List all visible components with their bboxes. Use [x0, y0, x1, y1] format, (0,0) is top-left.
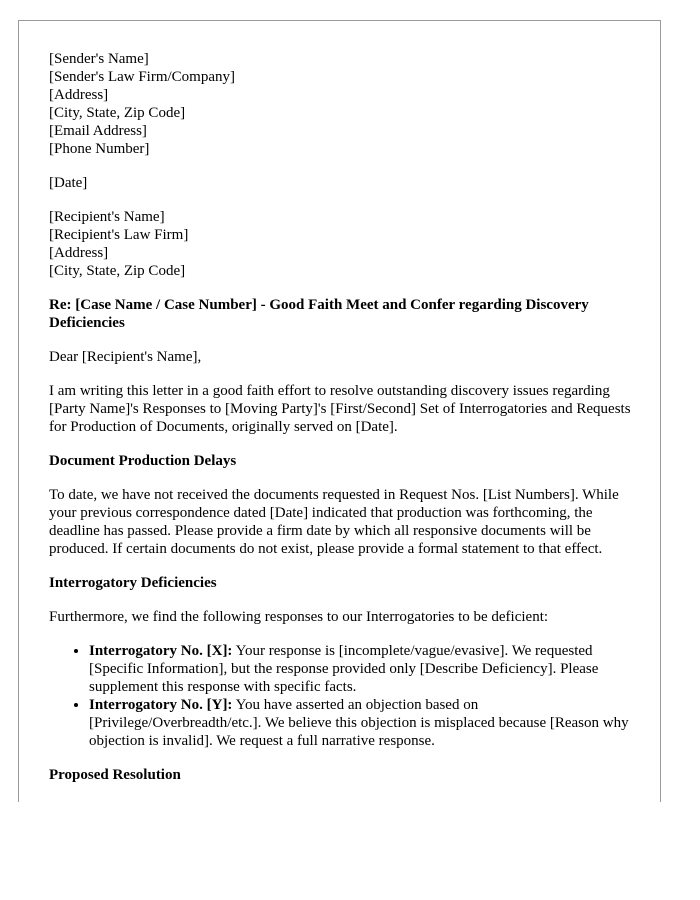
recipient-city-state-zip: [City, State, Zip Code] — [49, 263, 186, 279]
interrogatory-deficiencies-paragraph: Furthermore, we find the following responses to our Interrogatories to be deficient: — [49, 609, 549, 625]
letter-date: [Date] — [49, 175, 88, 191]
recipient-firm: [Recipient's Law Firm] — [49, 227, 189, 243]
intro-paragraph: I am writing this letter in a good faith effort to resolve outstanding discovery issues regarding [Party Name]'s Responses to [Moving Party]'s [First/Second] Set of Interrogatories and Requests for Production of Documents, originally served on [Date]. — [49, 383, 631, 435]
sender-block — [49, 50, 639, 158]
recipient-name: [Recipient's Name] — [49, 209, 165, 225]
recipient-block — [49, 208, 639, 280]
list-item — [89, 696, 639, 750]
sender-address: [Address] — [49, 87, 109, 103]
deficiency-label: Interrogatory No. [X]: — [89, 643, 233, 659]
sender-city-state-zip: [City, State, Zip Code] — [49, 105, 186, 121]
recipient-address: [Address] — [49, 245, 109, 261]
list-item — [89, 642, 639, 696]
sender-name: [Sender's Name] — [49, 51, 149, 67]
document-delays-paragraph: To date, we have not received the documents requested in Request Nos. [List Numbers]. While your previous correspondence dated [Date] indicated that production was forthcoming, the deadline has passed. Please provide a firm date by which all responsive documents will be produced. If certain documents do not exist, please provide a formal statement to that effect. — [49, 487, 619, 557]
deficiency-text: Your response is [incomplete/vague/evasive]. We requested [Specific Information], but the response provided only [Describe Deficiency]. Please supplement this response with specific facts. — [89, 643, 599, 695]
subject-line: Re: [Case Name / Case Number] - Good Faith Meet and Confer regarding Discovery Deficiencies — [49, 297, 589, 331]
letter-content — [49, 50, 639, 784]
letter-page — [18, 20, 661, 802]
section-heading-proposed-resolution: Proposed Resolution — [49, 767, 181, 783]
section-heading-document-delays: Document Production Delays — [49, 453, 237, 469]
sender-email: [Email Address] — [49, 123, 147, 139]
section-heading-interrogatory-deficiencies: Interrogatory Deficiencies — [49, 575, 217, 591]
deficiency-text: You have asserted an objection based on [Privilege/Overbreadth/etc.]. We believe this objection is misplaced because [Reason why objection is invalid]. We request a full narrative response. — [89, 697, 629, 749]
deficiency-list — [49, 642, 639, 750]
deficiency-label: Interrogatory No. [Y]: — [89, 697, 233, 713]
sender-phone: [Phone Number] — [49, 141, 150, 157]
sender-firm: [Sender's Law Firm/Company] — [49, 69, 236, 85]
salutation: Dear [Recipient's Name], — [49, 349, 202, 365]
